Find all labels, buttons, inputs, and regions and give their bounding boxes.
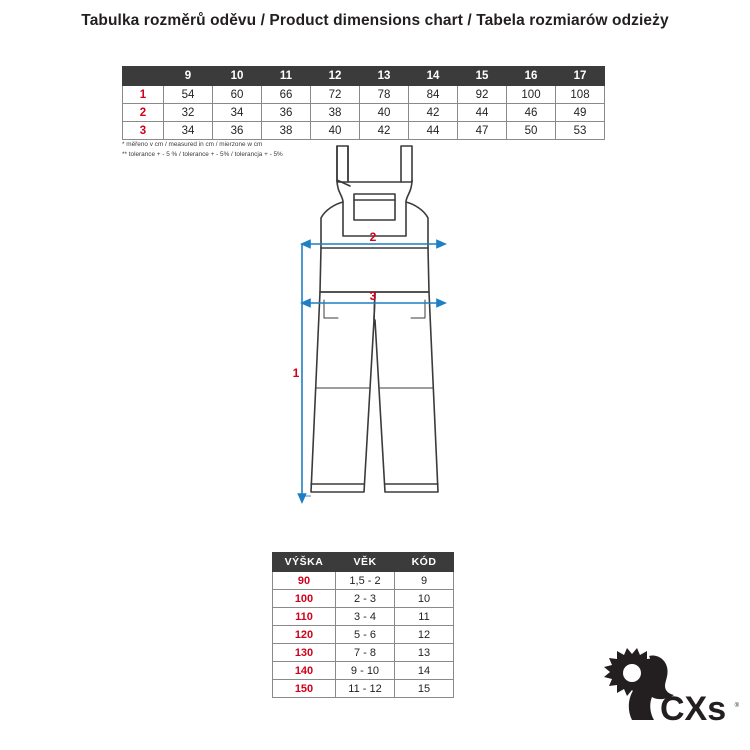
- height-value: 90: [273, 572, 336, 590]
- hip-arrow-right: [437, 300, 445, 307]
- size-table-col-16: 16: [507, 67, 556, 86]
- height-age-code-table: [272, 552, 454, 698]
- height-table-header-row: [273, 553, 454, 572]
- code-value: 13: [395, 644, 454, 662]
- cxs-logo-icon: [602, 648, 732, 726]
- size-table-col-11: 11: [262, 67, 311, 86]
- hip-block: [320, 248, 429, 292]
- age-value: 5 - 6: [336, 626, 395, 644]
- age-value: 2 - 3: [336, 590, 395, 608]
- size-cell: 49: [556, 104, 605, 122]
- size-table-col-13: 13: [360, 67, 409, 86]
- header-code: KÓD: [395, 553, 454, 572]
- age-value: 3 - 4: [336, 608, 395, 626]
- size-table-col-17: 17: [556, 67, 605, 86]
- table-row: [273, 662, 454, 680]
- strap-right: [401, 146, 412, 182]
- code-value: 14: [395, 662, 454, 680]
- size-cell: 46: [507, 104, 556, 122]
- table-row: [123, 104, 605, 122]
- code-value: 12: [395, 626, 454, 644]
- strap-left: [337, 146, 348, 182]
- code-value: 15: [395, 680, 454, 698]
- size-cell: 32: [164, 104, 213, 122]
- table-row: [273, 608, 454, 626]
- size-cell: 47: [458, 122, 507, 140]
- code-value: 11: [395, 608, 454, 626]
- size-cell: 38: [311, 104, 360, 122]
- chest-pocket: [354, 194, 395, 220]
- size-cell: 40: [311, 122, 360, 140]
- measure-label-length: 1: [292, 366, 300, 380]
- table-row: [273, 590, 454, 608]
- size-table-col-14: 14: [409, 67, 458, 86]
- size-cell: 108: [556, 86, 605, 104]
- size-cell: 44: [409, 122, 458, 140]
- table-row: [273, 626, 454, 644]
- table-row: [273, 680, 454, 698]
- size-table-row-label-2: 2: [123, 104, 164, 122]
- size-cell: 42: [360, 122, 409, 140]
- height-value: 140: [273, 662, 336, 680]
- size-cell: 34: [164, 122, 213, 140]
- cxs-logo: [602, 648, 732, 726]
- size-cell: 36: [262, 104, 311, 122]
- size-cell: 100: [507, 86, 556, 104]
- table-row: [123, 86, 605, 104]
- size-cell: 53: [556, 122, 605, 140]
- size-cell: 84: [409, 86, 458, 104]
- header-age: VĚK: [336, 553, 395, 572]
- size-cell: 60: [213, 86, 262, 104]
- logo-registered-mark: ®: [734, 703, 739, 709]
- size-table-row-label-3: 3: [123, 122, 164, 140]
- size-table-col-15: 15: [458, 67, 507, 86]
- logo-gear-hole: [623, 664, 641, 682]
- chest-arrow-left: [302, 241, 310, 248]
- height-value: 120: [273, 626, 336, 644]
- size-cell: 36: [213, 122, 262, 140]
- measure-label-hip: 3: [369, 289, 377, 303]
- age-value: 1,5 - 2: [336, 572, 395, 590]
- table-row: [273, 572, 454, 590]
- size-table-col-12: 12: [311, 67, 360, 86]
- header-height: VÝŠKA: [273, 553, 336, 572]
- side-right-upper: [406, 202, 428, 248]
- table-row: [123, 122, 605, 140]
- code-value: 10: [395, 590, 454, 608]
- size-table: [122, 66, 605, 140]
- chest-arrow-right: [437, 241, 445, 248]
- length-arrow-bottom: [299, 494, 306, 502]
- size-cell: 66: [262, 86, 311, 104]
- footnote-tolerance: ** tolerance + - 5 % / tolerance + - 5% / tolerancja + - 5%: [122, 150, 283, 158]
- size-table-col-9: 9: [164, 67, 213, 86]
- code-value: 9: [395, 572, 454, 590]
- size-cell: 50: [507, 122, 556, 140]
- hip-arrow-left: [302, 300, 310, 307]
- size-cell: 78: [360, 86, 409, 104]
- logo-wordmark: CXs: [660, 690, 727, 726]
- height-value: 110: [273, 608, 336, 626]
- height-value: 150: [273, 680, 336, 698]
- age-value: 9 - 10: [336, 662, 395, 680]
- height-value: 100: [273, 590, 336, 608]
- height-value: 130: [273, 644, 336, 662]
- size-cell: 92: [458, 86, 507, 104]
- bib-front-panel: [337, 180, 412, 236]
- page-title: Tabulka rozměrů oděvu / Product dimensions chart / Tabela rozmiarów odzieży: [81, 12, 669, 29]
- leg-left: [311, 292, 375, 492]
- age-value: 11 - 12: [336, 680, 395, 698]
- size-cell: 40: [360, 104, 409, 122]
- footnotes: [122, 140, 283, 160]
- side-left-upper: [321, 202, 343, 248]
- size-table-header-row: [123, 67, 605, 86]
- size-cell: 44: [458, 104, 507, 122]
- size-cell: 34: [213, 104, 262, 122]
- measure-label-chest: 2: [369, 230, 377, 244]
- garment-drawing: [280, 140, 490, 530]
- age-value: 7 - 8: [336, 644, 395, 662]
- leg-right: [375, 292, 438, 492]
- bib-overall-illustration: [280, 140, 490, 530]
- size-table-corner-cell: [123, 67, 164, 86]
- size-cell: 42: [409, 104, 458, 122]
- size-cell: 38: [262, 122, 311, 140]
- size-cell: 54: [164, 86, 213, 104]
- size-cell: 72: [311, 86, 360, 104]
- size-table-row-label-1: 1: [123, 86, 164, 104]
- table-row: [273, 644, 454, 662]
- size-table-col-10: 10: [213, 67, 262, 86]
- footnote-measured: * měřeno v cm / measured in cm / mierzone w cm: [122, 141, 263, 148]
